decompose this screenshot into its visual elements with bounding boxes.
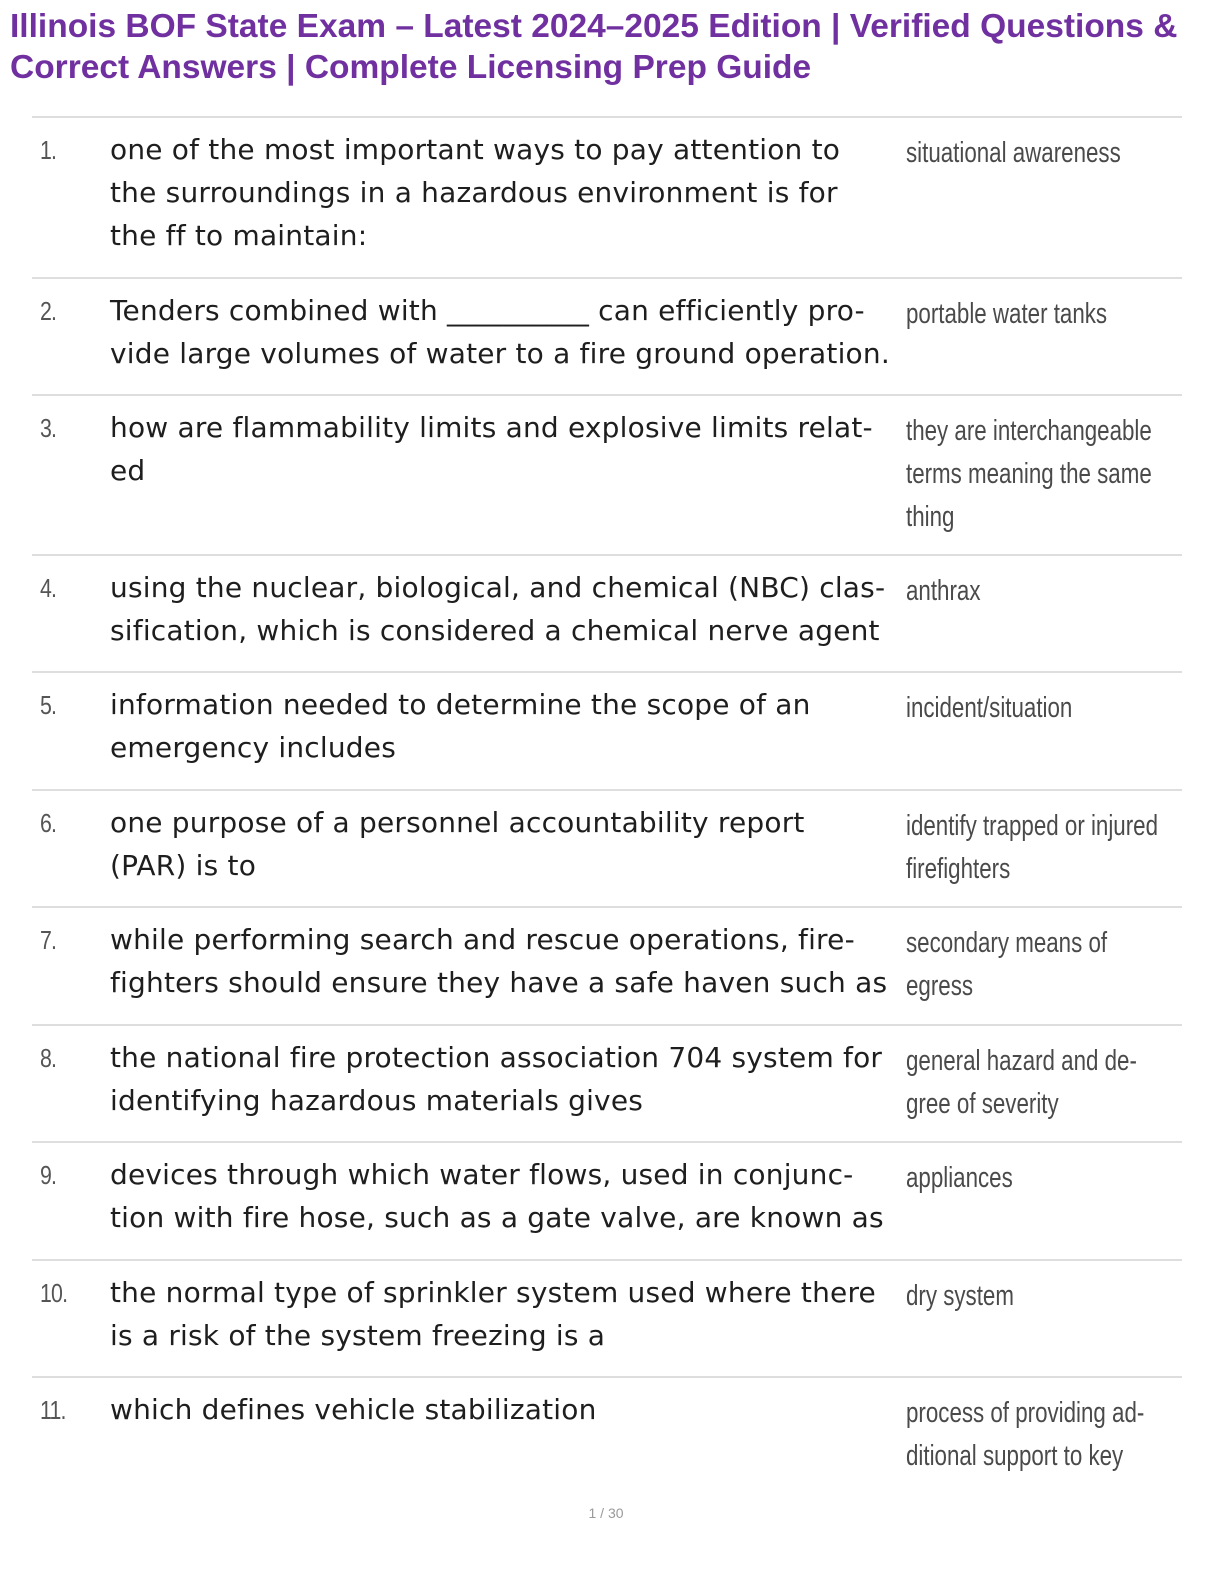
question-number: 3.: [40, 413, 57, 443]
answer-text: anthrax: [906, 575, 981, 607]
question-number: 7.: [40, 925, 57, 955]
answer-text: portable water tanks: [906, 298, 1108, 330]
question-number: 6.: [40, 808, 57, 838]
question-number: 8.: [40, 1043, 57, 1073]
question-text: the national fire protection association 704 system for identifying hazardous materials gives: [110, 1041, 883, 1117]
qa-row: [32, 1026, 1182, 1143]
answer-text: secondary means of egress: [906, 927, 1108, 1002]
question-text: while performing search and rescue operations, fire- fighters should ensure they have a safe haven such as: [110, 923, 888, 999]
qa-row: [32, 791, 1182, 908]
question-text: one of the most important ways to pay attention to the surroundings in a hazardous environment is for the ff to maintain:: [110, 133, 841, 252]
question-number: 11.: [40, 1395, 66, 1425]
qa-row: [32, 1143, 1182, 1261]
answer-text: dry system: [906, 1280, 1014, 1312]
qa-row: [32, 279, 1182, 396]
qa-row: [32, 118, 1182, 279]
question-text: how are flammability limits and explosive limits relat- ed: [110, 411, 873, 487]
answer-text: identify trapped or injured firefighters: [906, 810, 1158, 885]
page-title: Illinois BOF State Exam – Latest 2024–2025 Edition | Verified Questions & Correct Answers | Complete Licensing Prep Guide: [10, 8, 1178, 86]
qa-row: [32, 908, 1182, 1026]
question-text: one purpose of a personnel accountability report (PAR) is to: [110, 806, 805, 882]
question-text: information needed to determine the scope of an emergency includes: [110, 688, 811, 764]
question-number: 4.: [40, 573, 57, 603]
answer-text: process of providing ad- ditional support to key: [906, 1397, 1145, 1472]
qa-row: [32, 1261, 1182, 1378]
question-text: which defines vehicle stabilization: [110, 1393, 597, 1426]
question-text: devices through which water flows, used in conjunc- tion with fire hose, such as a gate valve, are known as: [110, 1158, 884, 1234]
qa-row: [32, 396, 1182, 556]
qa-row: [32, 556, 1182, 673]
question-number: 1.: [40, 135, 57, 165]
qa-row: [32, 1378, 1182, 1490]
question-text: using the nuclear, biological, and chemical (NBC) clas- sification, which is considered a chemical nerve agent: [110, 571, 886, 647]
answer-text: general hazard and de- gree of severity: [906, 1045, 1137, 1120]
question-number: 10.: [40, 1278, 68, 1308]
question-number: 5.: [40, 690, 57, 720]
answer-text: appliances: [906, 1162, 1013, 1194]
question-number: 2.: [40, 296, 57, 326]
page-indicator: 1 / 30: [588, 1505, 624, 1521]
answer-text: they are interchangeable terms meaning the same thing: [906, 415, 1152, 533]
question-text: the normal type of sprinkler system used where there is a risk of the system freezing is a: [110, 1276, 876, 1352]
answer-text: incident/situation: [906, 692, 1073, 724]
qa-row: [32, 673, 1182, 791]
answer-text: situational awareness: [906, 137, 1121, 169]
question-number: 9.: [40, 1160, 57, 1190]
qa-list: [32, 116, 1182, 1490]
question-text: Tenders combined with __________ can efficiently pro- vide large volumes of water to a fire ground operation.: [110, 294, 890, 370]
